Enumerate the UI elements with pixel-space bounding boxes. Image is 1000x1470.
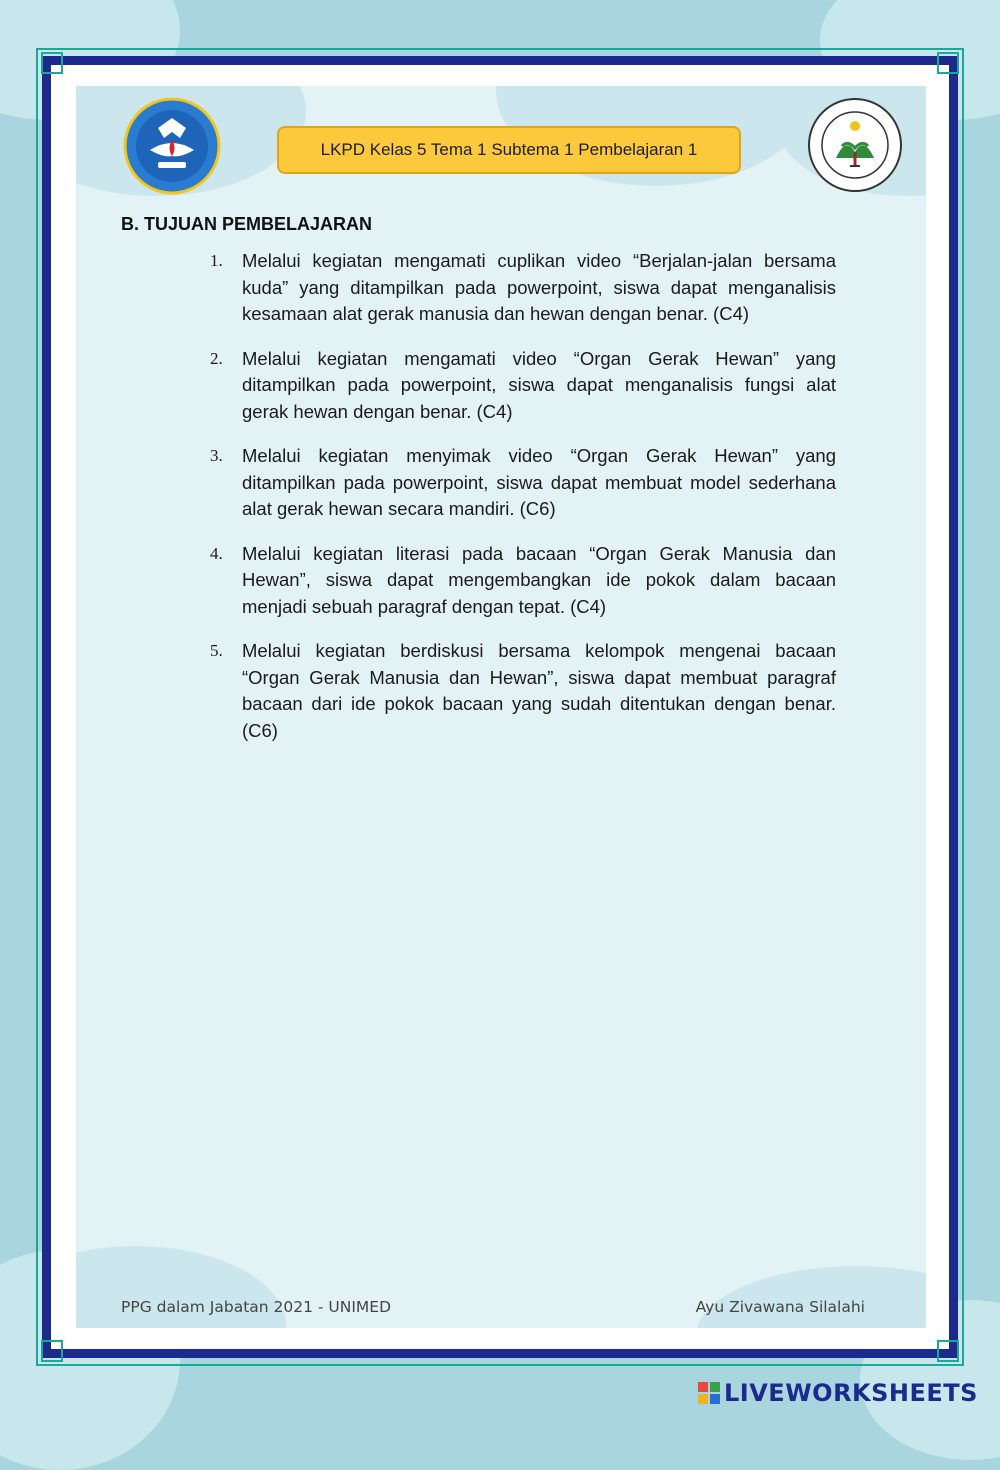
objective-item [204,541,836,621]
objectives-list [204,248,836,762]
worksheet-header-box [277,126,741,174]
footer-author: Ayu Zivawana Silalahi [695,1298,865,1316]
objective-text: Melalui kegiatan literasi pada bacaan “Organ Gerak Manusia dan Hewan”, siswa dapat mengembangkan ide pokok dalam bacaan menjadi sebuah paragraf dengan tepat. (C4) [242,542,836,617]
objective-number: 3. [210,446,223,465]
corner-ornament [937,52,959,74]
objective-item [204,248,836,328]
page-wave [696,1266,926,1328]
footer-program: PPG dalam Jabatan 2021 - UNIMED [121,1298,392,1316]
worksheet-title: LKPD Kelas 5 Tema 1 Subtema 1 Pembelajaran 1 [320,140,698,159]
corner-ornament [41,52,63,74]
liveworksheets-icon [698,1382,720,1404]
objective-text: Melalui kegiatan menyimak video “Organ Gerak Hewan” yang ditampilkan pada powerpoint, siswa dapat membuat model sederhana alat gerak hewan secara mandiri. (C6) [242,445,836,519]
objective-number: 1. [210,251,223,270]
objective-number: 4. [210,543,223,563]
objective-text: Melalui kegiatan mengamati video “Organ Gerak Hewan” yang ditampilkan pada powerpoint, siswa dapat menganalisis fungsi alat gerak hewan dengan benar. (C4) [242,347,836,422]
objective-text: Melalui kegiatan mengamati cuplikan video “Berjalan-jalan bersama kuda” yang ditampilkan pada powerpoint, siswa dapat menganalisis kesamaan alat gerak manusia dan hewan dengan benar. (C4) [242,250,836,324]
liveworksheets-watermark[interactable] [698,1378,978,1408]
objective-item [204,638,836,744]
objective-item [204,443,836,523]
objective-number: 5. [210,641,223,660]
objective-item [204,346,836,426]
corner-ornament [937,1340,959,1362]
objective-number: 2. [210,348,223,368]
objective-text: Melalui kegiatan berdiskusi bersama kelompok mengenai bacaan “Organ Gerak Manusia dan Hewan”, siswa dapat membuat paragraf bacaan dari ide pokok bacaan yang sudah ditentukan dengan benar. (C6) [242,640,836,741]
unimed-logo [806,96,904,194]
corner-ornament [41,1340,63,1362]
tut-wuri-handayani-logo [120,96,224,196]
liveworksheets-label: LIVEWORKSHEETS [724,1379,978,1407]
section-title: B. TUJUAN PEMBELAJARAN [121,214,373,234]
